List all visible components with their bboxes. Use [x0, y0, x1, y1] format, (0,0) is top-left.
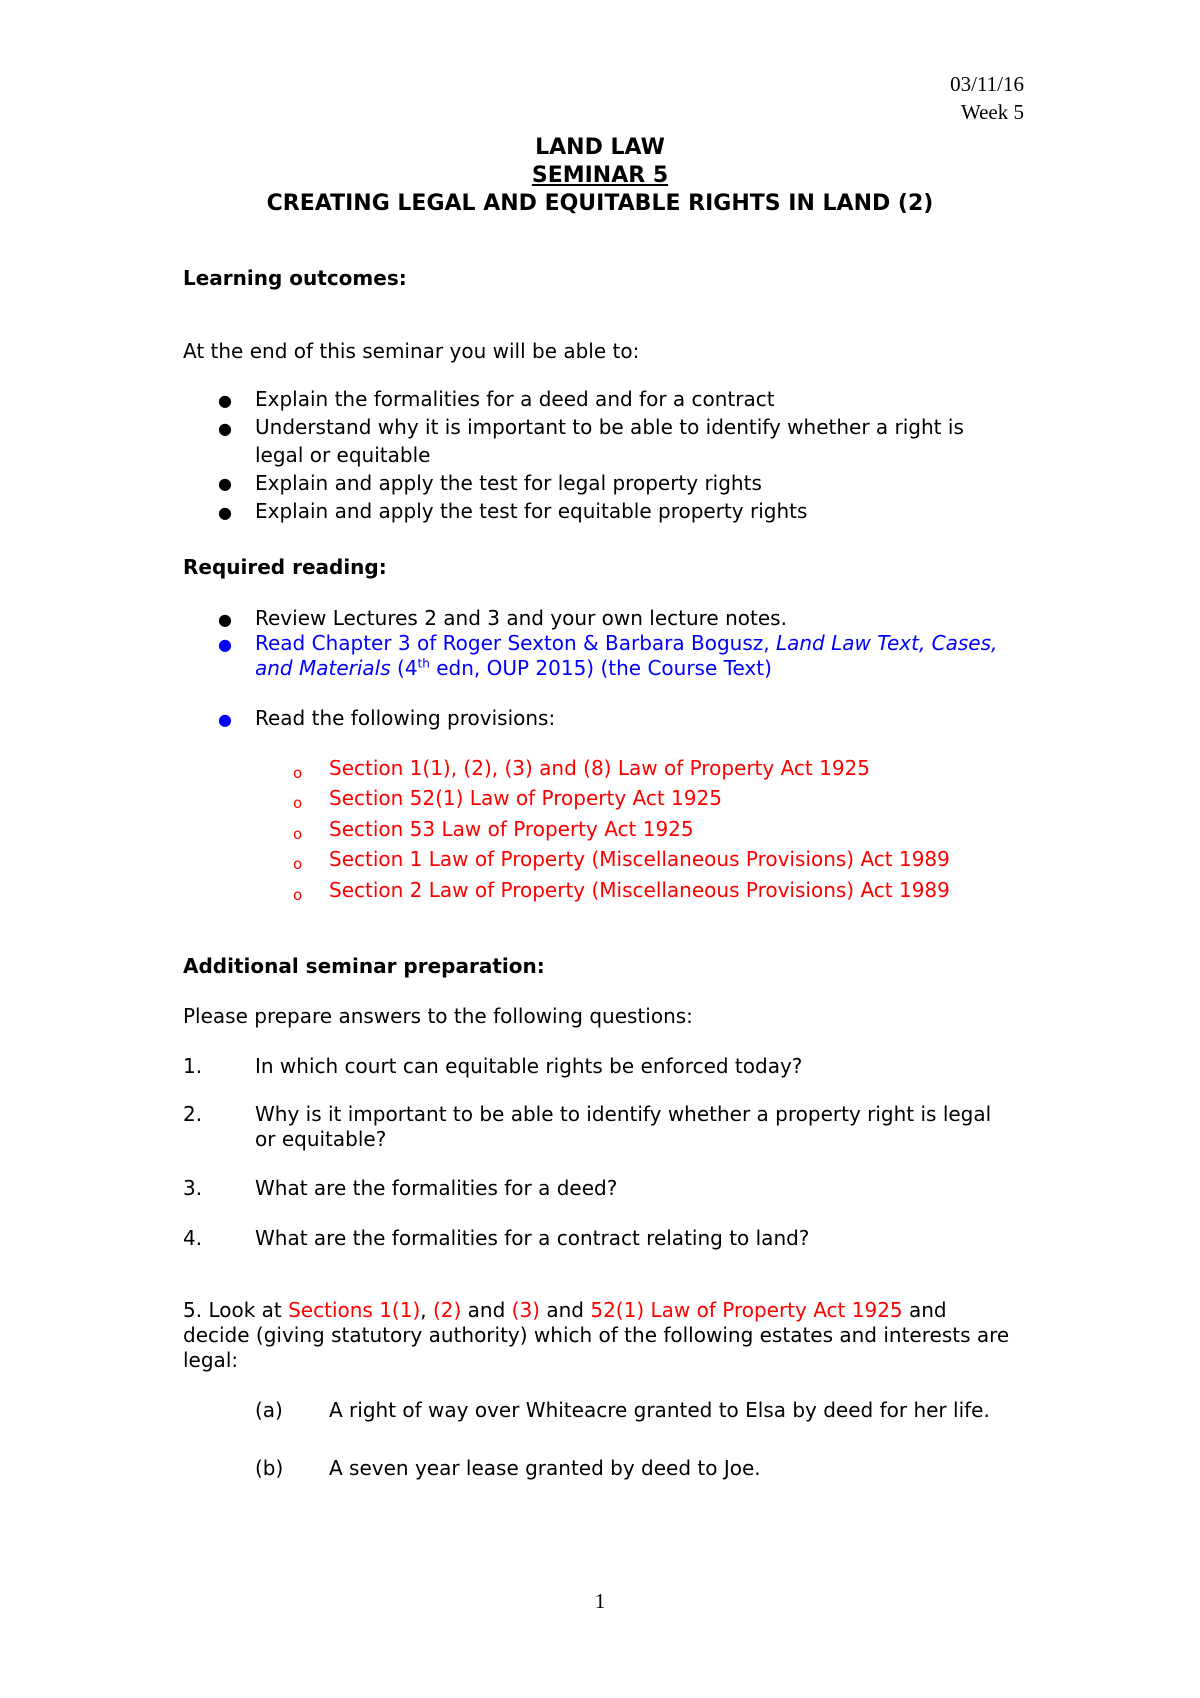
question-number: 3. — [183, 1176, 203, 1200]
reading-heading: Required reading: — [183, 555, 387, 579]
bullet-icon: ● — [218, 635, 232, 654]
date: 03/11/16 — [950, 72, 1024, 96]
provision-item: Section 2 Law of Property (Miscellaneous Provisions) Act 1989 — [329, 878, 950, 902]
provision-item: Section 53 Law of Property Act 1925 — [329, 817, 694, 841]
title-line-2: SEMINAR 5 — [531, 163, 669, 188]
prep-heading: Additional seminar preparation: — [183, 954, 545, 978]
learning-item-continued: legal or equitable — [255, 443, 431, 467]
bullet-icon: ● — [218, 610, 232, 629]
question-5-line-2: decide (giving statutory authority) which of the following estates and interests are — [183, 1323, 1010, 1347]
bullet-icon: ● — [218, 391, 232, 410]
provision-item: Section 1(1), (2), (3) and (8) Law of Property Act 1925 — [329, 756, 870, 780]
learning-item: Explain the formalities for a deed and for a contract — [255, 387, 775, 411]
question-3: What are the formalities for a deed? — [255, 1176, 618, 1200]
circle-bullet-icon: o — [293, 825, 303, 843]
question-number: 4. — [183, 1226, 203, 1250]
page-number: 1 — [594, 1589, 606, 1613]
question-4: What are the formalities for a contract relating to land? — [255, 1226, 810, 1250]
reading-item-3: Read the following provisions: — [255, 706, 556, 730]
sub-question-label: (b) — [255, 1456, 284, 1480]
learning-item: Explain and apply the test for legal property rights — [255, 471, 762, 495]
question-number: 2. — [183, 1102, 203, 1126]
bullet-icon: ● — [218, 474, 232, 493]
question-5-line-3: legal: — [183, 1348, 239, 1372]
circle-bullet-icon: o — [293, 886, 303, 904]
learning-intro: At the end of this seminar you will be able to: — [183, 339, 640, 363]
reading-item-2: Read Chapter 3 of Roger Sexton & Barbara Bogusz, Land Law Text, Cases, — [255, 631, 998, 655]
provision-item: Section 1 Law of Property (Miscellaneous Provisions) Act 1989 — [329, 847, 950, 871]
learning-item: Explain and apply the test for equitable property rights — [255, 499, 808, 523]
circle-bullet-icon: o — [293, 855, 303, 873]
learning-heading: Learning outcomes: — [183, 266, 407, 290]
bullet-icon: ● — [218, 710, 232, 729]
question-1: In which court can equitable rights be enforced today? — [255, 1054, 803, 1078]
bullet-icon: ● — [218, 503, 232, 522]
sub-question-b: A seven year lease granted by deed to Joe. — [329, 1456, 761, 1480]
reading-item-1: Review Lectures 2 and 3 and your own lecture notes. — [255, 606, 787, 630]
learning-item: Understand why it is important to be able to identify whether a right is — [255, 415, 964, 439]
question-number: 1. — [183, 1054, 203, 1078]
bullet-icon: ● — [218, 419, 232, 438]
reading-item-2-continued: and Materials (4th edn, OUP 2015) (the Course Text) — [255, 656, 772, 680]
question-2-continued: or equitable? — [255, 1127, 387, 1151]
week-label: Week 5 — [960, 100, 1024, 124]
question-2: Why is it important to be able to identify whether a property right is legal — [255, 1102, 992, 1126]
title-line-3: CREATING LEGAL AND EQUITABLE RIGHTS IN LAND (2) — [266, 191, 934, 216]
question-5: 5. Look at Sections 1(1), (2) and (3) and 52(1) Law of Property Act 1925 and — [183, 1298, 947, 1322]
title-line-1: LAND LAW — [535, 135, 665, 160]
circle-bullet-icon: o — [293, 764, 303, 782]
prep-intro: Please prepare answers to the following questions: — [183, 1004, 693, 1028]
sub-question-label: (a) — [255, 1398, 283, 1422]
sub-question-a: A right of way over Whiteacre granted to Elsa by deed for her life. — [329, 1398, 990, 1422]
provision-item: Section 52(1) Law of Property Act 1925 — [329, 786, 722, 810]
circle-bullet-icon: o — [293, 794, 303, 812]
